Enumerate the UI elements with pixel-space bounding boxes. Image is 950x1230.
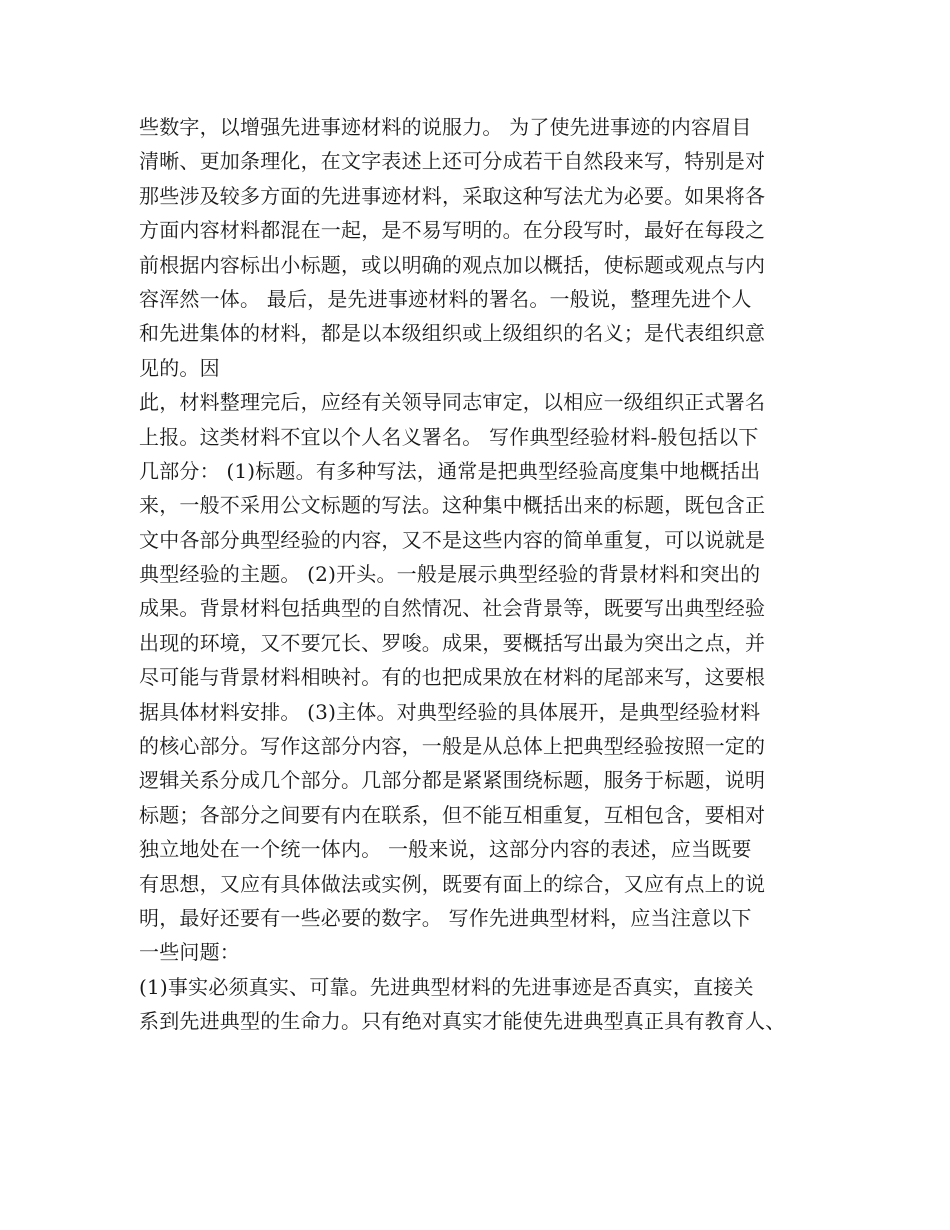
text-line: 出现的环境，又不要冗长、罗唆。成果，要概括写出最为突出之点，并: [139, 630, 766, 655]
text-line: 清晰、更加条理化，在文字表述上还可分成若干自然段来写，特别是对: [139, 149, 766, 174]
text-line: 和先进集体的材料，都是以本级组织或上级组织的名义；是代表组织意: [139, 321, 766, 346]
text-line: 标题；各部分之间要有内在联系，但不能互相重复，互相包含，要相对: [139, 802, 766, 827]
text-line: 一些问题：: [139, 940, 240, 965]
text-line: 容浑然一体。 最后，是先进事迹材料的署名。一般说，整理先进个人: [139, 286, 752, 311]
text-line: 文中各部分典型经验的内容，又不是这些内容的简单重复，可以说就是: [139, 527, 766, 552]
text-line: 方面内容材料都混在一起，是不易写明的。在分段写时，最好在每段之: [139, 218, 766, 243]
text-line: 尽可能与背景材料相映衬。有的也把成果放在材料的尾部来写，这要根: [139, 665, 766, 690]
text-line: 据具体材料安排。 (3)主体。对典型经验的具体展开，是典型经验材料: [139, 699, 761, 724]
text-line: 见的。因: [139, 355, 220, 380]
text-line: 有思想，又应有具体做法或实例，既要有面上的综合，又应有点上的说: [139, 871, 766, 896]
text-line: 此，材料整理完后，应经有关领导同志审定，以相应一级组织正式署名: [139, 390, 766, 415]
text-line: 几部分： (1)标题。有多种写法，通常是把典型经验高度集中地概括出: [139, 458, 761, 483]
text-line: 上报。这类材料不宜以个人名义署名。 写作典型经验材料-般包括以下: [139, 424, 759, 449]
text-line: 些数字，以增强先进事迹材料的说服力。 为了使先进事迹的内容眉目: [139, 115, 752, 139]
text-line: 成果。背景材料包括典型的自然情况、社会背景等，既要写出典型经验: [139, 596, 766, 621]
text-line: 独立地处在一个统一体内。 一般来说，这部分内容的表述，应当既要: [139, 837, 752, 862]
text-line: 明，最好还要有一些必要的数字。 写作先进典型材料，应当注意以下: [139, 905, 752, 930]
text-line: 系到先进典型的生命力。只有绝对真实才能使先进典型真正具有教育人、: [139, 1009, 786, 1034]
text-line: (1)事实必须真实、可靠。先进典型材料的先进事迹是否真实，直接关: [139, 974, 754, 999]
text-line: 典型经验的主题。 (2)开头。一般是展示典型经验的背景材料和突出的: [139, 562, 761, 587]
body-text: [139, 110, 819, 1039]
text-line: 那些涉及较多方面的先进事迹材料，采取这种写法尤为必要。如果将各: [139, 183, 766, 208]
text-line: 来，一般不采用公文标题的写法。这种集中概括出来的标题，既包含正: [139, 493, 766, 518]
text-line: 的核心部分。写作这部分内容，一般是从总体上把典型经验按照一定的: [139, 734, 766, 759]
text-line: 逻辑关系分成几个部分。几部分都是紧紧围绕标题，服务于标题，说明: [139, 768, 766, 793]
text-line: 前根据内容标出小标题，或以明确的观点加以概括，使标题或观点与内: [139, 252, 766, 277]
